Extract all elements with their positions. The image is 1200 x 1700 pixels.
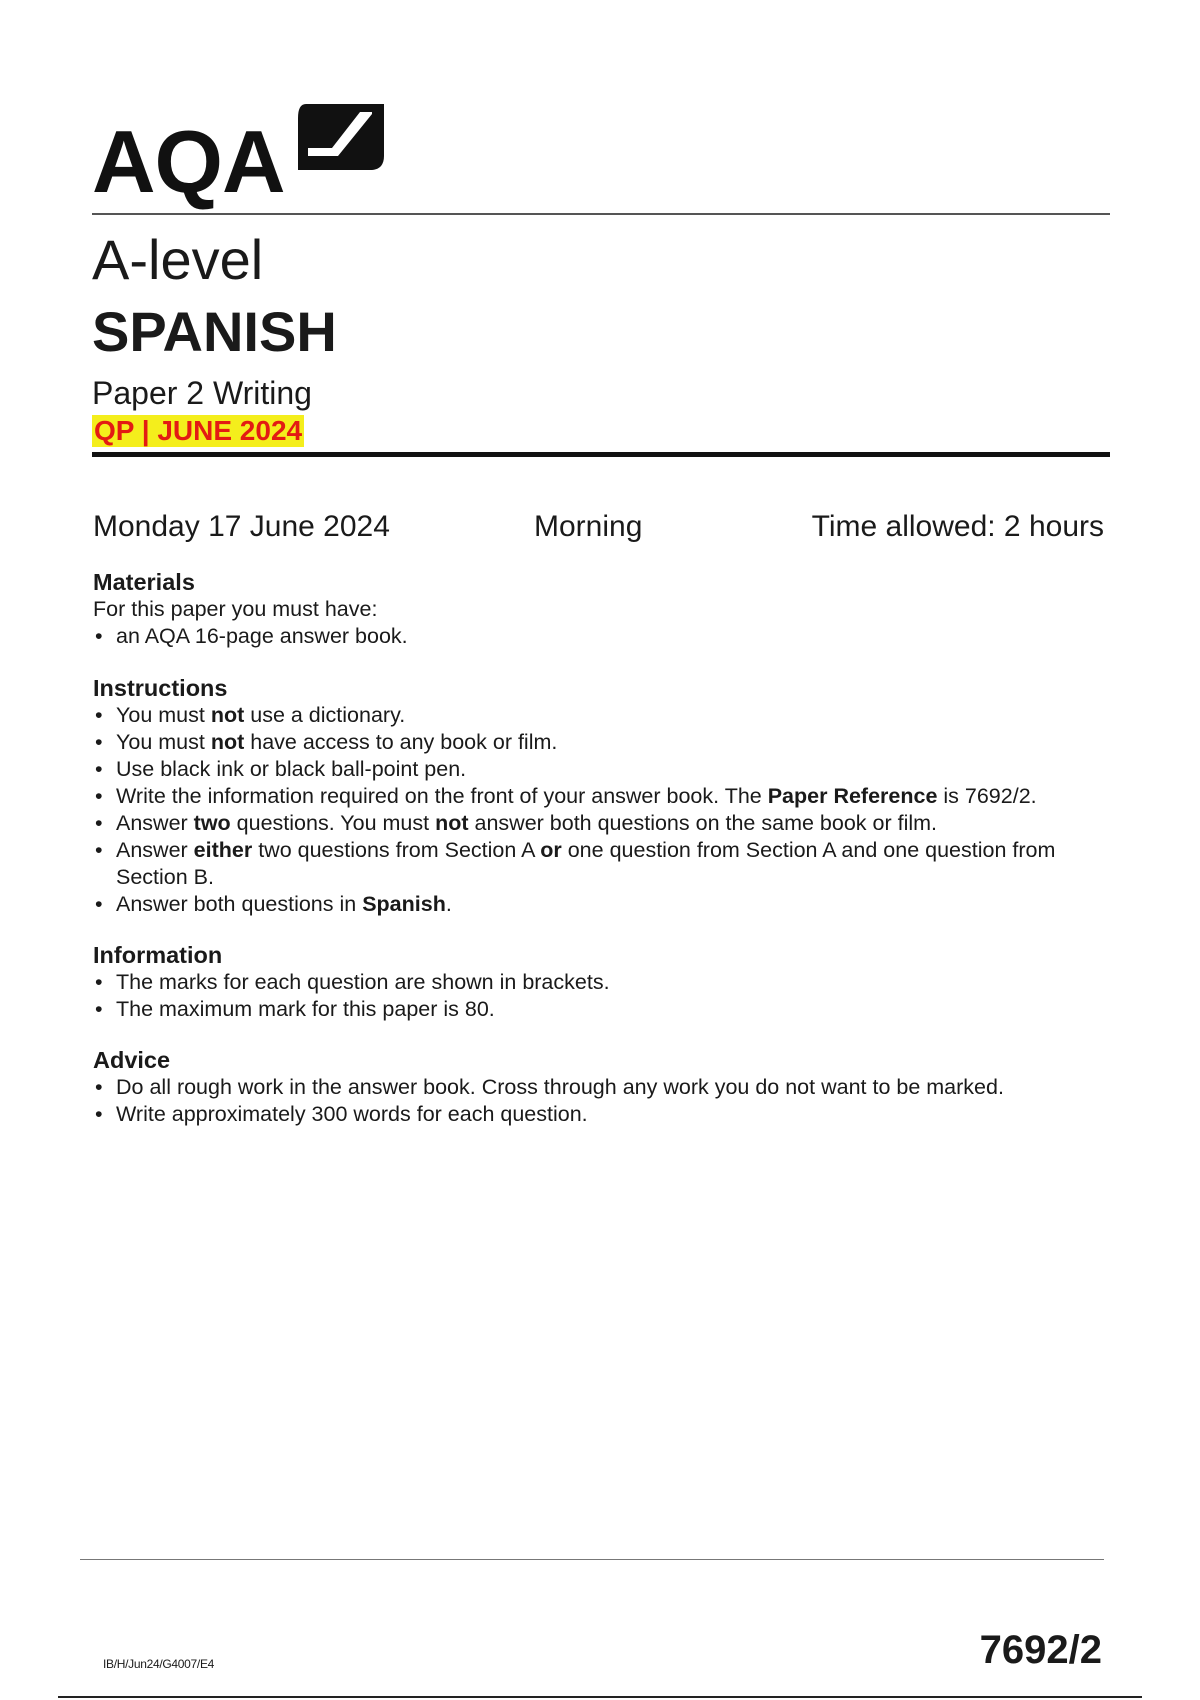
instruction-text: answer both questions on the same book or film. [468,811,938,835]
header-divider [92,213,1110,215]
exam-date: Monday 17 June 2024 [93,510,390,543]
instruction-text: have access to any book or film. [244,730,558,754]
qualification-level: A-level [92,228,264,291]
instruction-text: questions. You must [230,811,436,835]
instructions-list [93,702,1103,918]
instructions-item [93,729,1103,756]
instructions-heading: Instructions [93,675,228,701]
page-bottom-border [58,1696,1142,1698]
materials-section [93,568,1103,650]
instruction-text: You must [116,730,211,754]
information-heading: Information [93,942,223,968]
instruction-text: two questions from Section A [252,838,541,862]
qp-highlight-label: QP | JUNE 2024 [94,415,303,446]
emphasis-text: Spanish [362,892,446,916]
emphasis-text: not [435,811,469,835]
title-divider [92,452,1110,457]
instructions-section [93,674,1103,918]
instruction-text: Write the information required on the front of your answer book. The [116,784,768,808]
footer-reference: IB/H/Jun24/G4007/E4 [103,1657,215,1671]
paper-code: 7692/2 [979,1628,1102,1672]
paper-title: Paper 2 Writing [92,375,312,411]
emphasis-text: not [210,730,245,754]
instructions-item [93,891,1103,918]
instructions-item [93,810,1103,837]
instruction-text: Use black ink or black ball-point pen. [116,757,467,781]
materials-heading: Materials [93,569,195,595]
emphasis-text: Paper Reference [767,784,938,808]
advice-section [93,1046,1103,1128]
subject-title: SPANISH [92,300,337,363]
advice-item: • Do all rough work in the answer book. Cross through any work you do not want to be marked. [93,1074,1103,1101]
information-item: • The maximum mark for this paper is 80. [93,996,1103,1023]
instruction-text: one question from Section A and one question from Section B. [116,838,1056,889]
logo-text: AQA [92,112,285,211]
instructions-item [93,837,1103,891]
emphasis-text: two [193,811,231,835]
footer-divider [80,1559,1104,1560]
materials-intro: For this paper you must have: [93,597,378,621]
instructions-item [93,783,1103,810]
logo-tick-icon [298,104,384,170]
instruction-text: You must [116,703,211,727]
instructions-item [93,756,1103,783]
instruction-text: . [445,892,452,916]
emphasis-text: or [540,838,562,862]
advice-heading: Advice [93,1047,171,1073]
instructions-item [93,702,1103,729]
emphasis-text: either [193,838,253,862]
instruction-text: use a dictionary. [244,703,406,727]
emphasis-text: not [210,703,245,727]
instruction-text: Answer [116,838,194,862]
exam-session: Morning [534,510,643,543]
materials-item: • an AQA 16-page answer book. [93,623,1103,650]
instruction-text: is 7692/2. [937,784,1037,808]
advice-item: • Write approximately 300 words for each question. [93,1101,1103,1128]
time-allowed: Time allowed: 2 hours [811,510,1104,543]
information-item: • The marks for each question are shown in brackets. [93,969,1103,996]
information-section [93,941,1103,1023]
instruction-text: Answer both questions in [116,892,363,916]
instruction-text: Answer [116,811,194,835]
